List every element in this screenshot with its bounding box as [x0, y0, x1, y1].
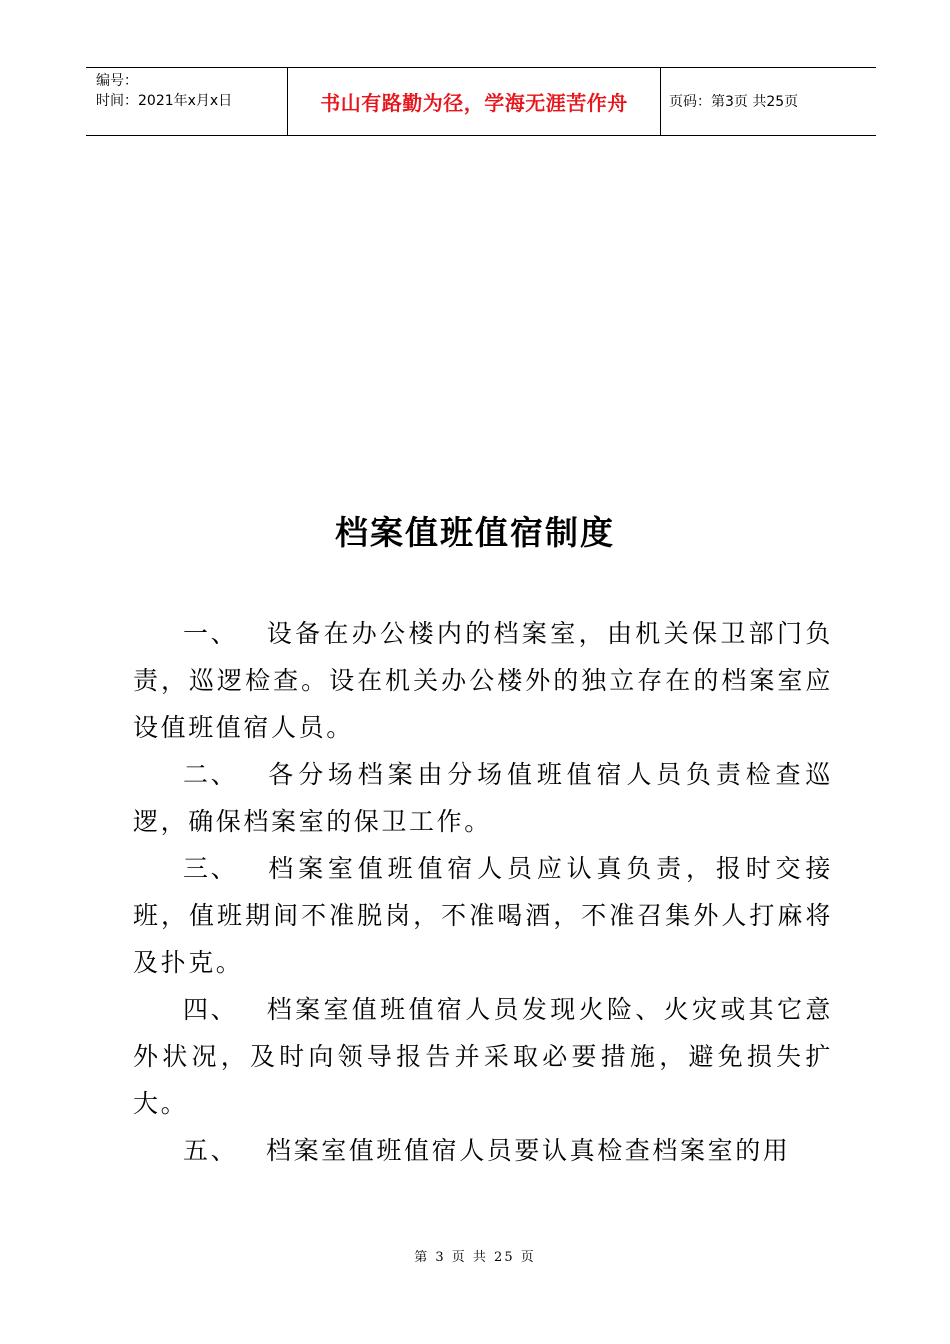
- paragraph-2: [133, 751, 833, 845]
- paragraph-text: 档案室值班值宿人员要认真检查档案室的用: [266, 1136, 791, 1165]
- document-body: [133, 610, 833, 1174]
- header-motto: 书山有路勤为径，学海无涯苦作舟: [320, 91, 628, 115]
- paragraph-1: [133, 610, 833, 751]
- paragraph-number: 二、: [183, 760, 239, 789]
- header-page-cell: [661, 68, 876, 135]
- page-header: [86, 67, 876, 136]
- paragraph-text: 档案室值班值宿人员发现火险、火灾或其它意外状况，及时向领导报告并采取必要措施，避免损失扩大。: [133, 995, 833, 1118]
- paragraph-number: 五、: [183, 1136, 239, 1165]
- paragraph-5: [133, 1127, 833, 1174]
- document-title: 档案值班值宿制度: [335, 513, 615, 552]
- paragraph-text: 设备在办公楼内的档案室，由机关保卫部门负责，巡逻检查。设在机关办公楼外的独立存在的档案室应设值班值宿人员。: [133, 619, 833, 742]
- paragraph-text: 各分场档案由分场值班值宿人员负责检查巡逻，确保档案室的保卫工作。: [133, 760, 833, 836]
- paragraph-3: [133, 845, 833, 986]
- paragraph-4: [133, 986, 833, 1127]
- header-page-number: 页码：第3页 共25页: [669, 93, 799, 110]
- page-footer: 第 3 页 共 25 页: [414, 1250, 536, 1265]
- document-number-label: 编号：: [96, 73, 138, 89]
- paragraph-number: 一、: [183, 619, 239, 648]
- paragraph-number: 四、: [183, 995, 239, 1024]
- header-motto-cell: [287, 68, 661, 135]
- paragraph-text: 档案室值班值宿人员应认真负责，报时交接班，值班期间不准脱岗，不准喝酒，不准召集外人打麻将及扑克。: [133, 854, 833, 977]
- header-meta-cell: [86, 68, 287, 135]
- document-time-label: 时间：2021年x月x日: [96, 93, 233, 109]
- paragraph-number: 三、: [183, 854, 239, 883]
